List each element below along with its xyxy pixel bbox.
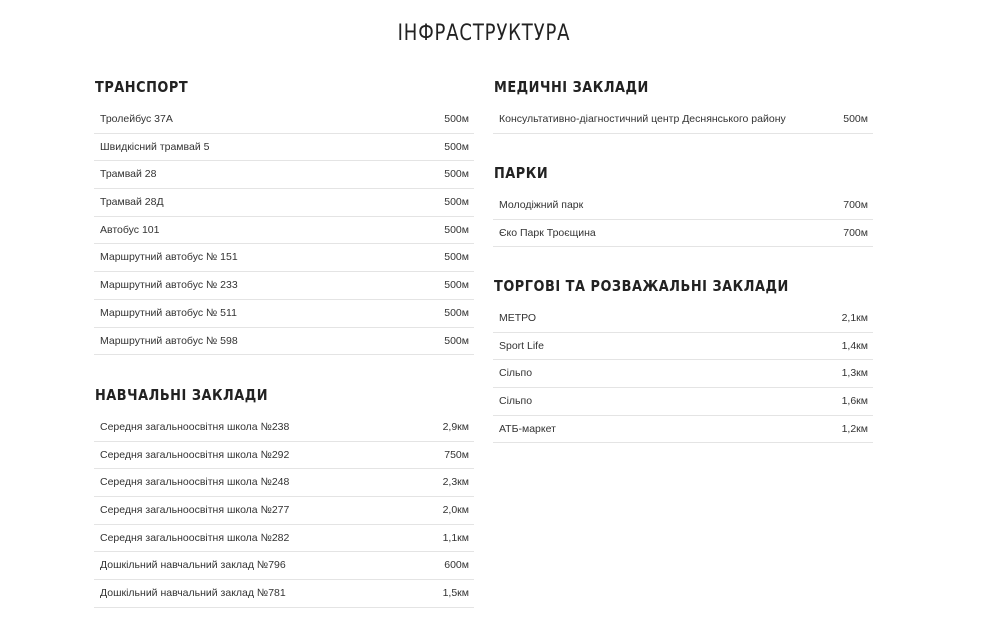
place-name: Маршрутний автобус № 151 (100, 251, 238, 264)
place-name: Середня загальноосвітня школа №292 (100, 448, 290, 461)
place-name: Дошкільний навчальний заклад №796 (100, 559, 286, 572)
place-distance: 700м (843, 199, 868, 211)
place-name: Сільпо (499, 395, 533, 408)
place-distance: 1,6км (841, 395, 868, 408)
section-shopping (493, 267, 873, 443)
place-distance: 500м (444, 334, 469, 347)
list-item (94, 497, 474, 525)
place-name: Sport Life (499, 339, 544, 352)
place-distance: 1,5км (442, 587, 469, 600)
place-name: Середня загальноосвітня школа №248 (100, 476, 290, 489)
shopping-list (493, 305, 873, 443)
list-item (94, 328, 474, 356)
list-item (493, 220, 873, 248)
place-name: Маршрутний автобус № 511 (100, 306, 237, 319)
list-item (94, 414, 474, 442)
list-item (94, 134, 474, 162)
list-item (493, 192, 873, 220)
place-distance: 1,4км (841, 339, 868, 352)
place-distance: 500м (444, 306, 469, 319)
place-distance: 700м (843, 226, 868, 239)
list-item (94, 442, 474, 470)
place-name: Середня загальноосвітня школа №277 (100, 504, 290, 517)
place-distance: 500м (444, 251, 469, 264)
place-distance: 2,1км (841, 312, 868, 324)
place-name: Трамвай 28Д (100, 196, 164, 209)
medical-list (493, 106, 873, 134)
list-item (493, 360, 873, 388)
place-name: Сільпо (499, 367, 533, 380)
place-name: Молодіжний парк (499, 199, 584, 211)
education-list (94, 414, 474, 608)
list-item (493, 416, 873, 444)
parks-list (493, 192, 873, 247)
place-name: Середня загальноосвітня школа №238 (100, 421, 290, 433)
place-distance: 1,2км (841, 422, 868, 435)
section-transport (94, 68, 474, 355)
list-item (94, 244, 474, 272)
list-item (94, 161, 474, 189)
place-distance: 500м (444, 168, 469, 181)
place-distance: 500м (444, 140, 469, 153)
list-item (94, 469, 474, 497)
place-name: Маршрутний автобус № 598 (100, 334, 238, 347)
place-name: Швидкісний трамвай 5 (100, 140, 210, 153)
list-item (94, 217, 474, 245)
place-distance: 500м (843, 113, 868, 125)
section-parks (493, 154, 873, 247)
place-name: Єко Парк Троєщина (499, 226, 596, 239)
place-name: Автобус 101 (100, 223, 160, 236)
list-item (493, 305, 873, 333)
place-distance: 2,0км (442, 504, 469, 517)
section-heading-parks: ПАРКИ (494, 164, 549, 182)
list-item (94, 525, 474, 553)
place-distance: 500м (444, 279, 469, 292)
place-name: Дошкільний навчальний заклад №781 (100, 587, 286, 600)
place-distance: 2,3км (442, 476, 469, 489)
list-item (94, 272, 474, 300)
place-distance: 600м (444, 559, 469, 572)
page-title: ІНФРАСТРУКТУРА (397, 20, 571, 46)
place-name: Середня загальноосвітня школа №282 (100, 531, 290, 544)
place-distance: 500м (444, 196, 469, 209)
list-item (493, 333, 873, 361)
place-name: АТБ-маркет (499, 422, 556, 435)
section-education (94, 376, 474, 608)
list-item (493, 106, 873, 134)
section-heading-transport: ТРАНСПОРТ (95, 78, 189, 96)
place-name: МЕТРО (499, 312, 537, 324)
section-heading-education: НАВЧАЛЬНІ ЗАКЛАДИ (95, 386, 269, 404)
section-heading-medical: МЕДИЧНІ ЗАКЛАДИ (494, 78, 649, 96)
list-item (94, 552, 474, 580)
place-distance: 2,9км (442, 421, 469, 433)
place-name: Консультативно-діагностичний центр Деснянського району (499, 113, 786, 125)
section-medical (493, 68, 873, 134)
list-item (94, 580, 474, 608)
transport-list (94, 106, 474, 355)
list-item (94, 300, 474, 328)
list-item (94, 189, 474, 217)
place-distance: 500м (444, 113, 469, 125)
place-distance: 1,1км (442, 531, 469, 544)
place-distance: 750м (444, 448, 469, 461)
list-item (94, 106, 474, 134)
place-name: Трамвай 28 (100, 168, 157, 181)
list-item (493, 388, 873, 416)
place-distance: 1,3км (841, 367, 868, 380)
place-name: Тролейбус 37А (100, 113, 173, 125)
place-distance: 500м (444, 223, 469, 236)
place-name: Маршрутний автобус № 233 (100, 279, 238, 292)
section-heading-shopping: ТОРГОВІ ТА РОЗВАЖАЛЬНІ ЗАКЛАДИ (494, 277, 789, 295)
